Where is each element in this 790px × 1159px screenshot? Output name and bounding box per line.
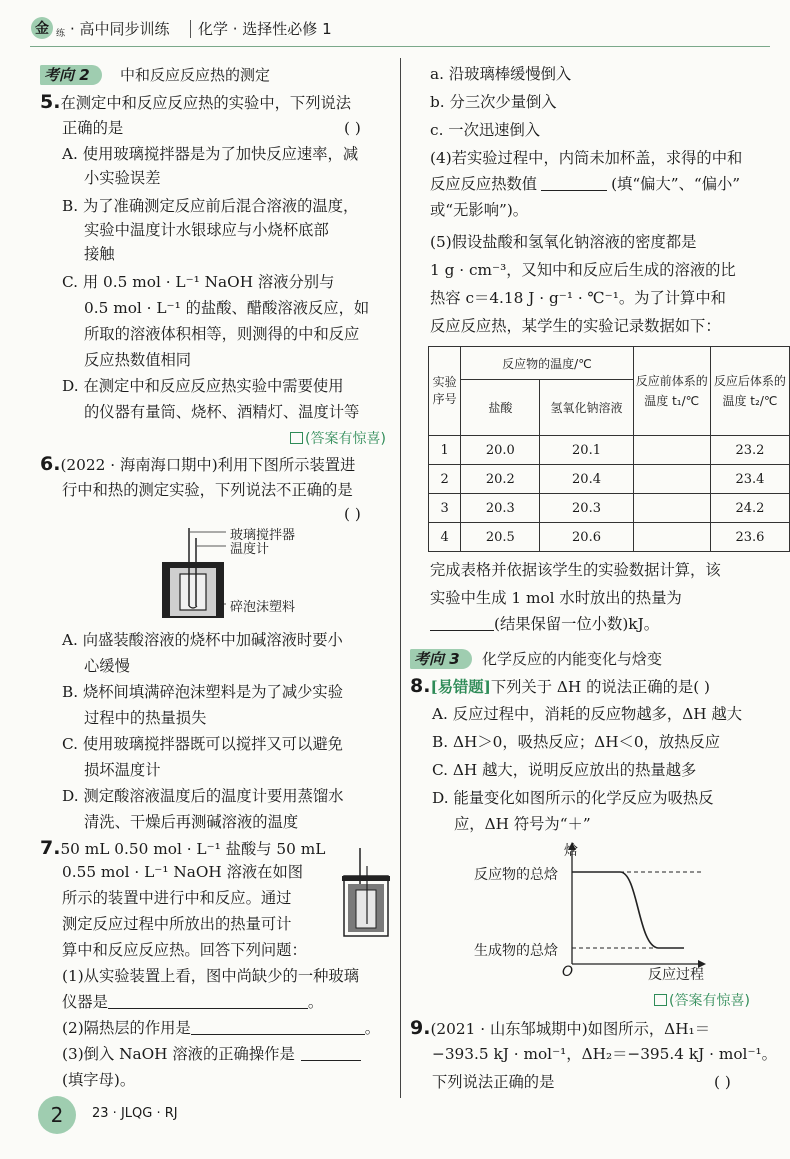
th-naoh: 氢氧化钠溶液 bbox=[540, 380, 633, 436]
column-divider bbox=[400, 58, 401, 1098]
q9-stem-2: −393.5 kJ · mol⁻¹，ΔH₂＝−395.4 kJ · mol⁻¹。 bbox=[432, 1045, 777, 1063]
q5-option-a-2: 小实验误差 bbox=[84, 169, 161, 187]
cell-hcl: 20.0 bbox=[461, 436, 540, 465]
cell-after: 24.2 bbox=[710, 494, 789, 523]
graph-product-label: 生成物的总焓 bbox=[474, 943, 558, 959]
cell-before-blank[interactable] bbox=[633, 523, 710, 552]
cell-after: 23.2 bbox=[710, 436, 789, 465]
q5-option-c-4: 反应热数值相同 bbox=[84, 351, 192, 369]
q5-option-b: B. 为了准确测定反应前后混合溶液的温度， bbox=[62, 197, 359, 215]
graph-origin-label: O bbox=[562, 964, 574, 980]
q6-option-d: D. 测定酸溶液温度后的温度计要用蒸馏水 bbox=[62, 787, 344, 805]
q6-option-a: A. 向盛装酸溶液的烧杯中加碱溶液时要小 bbox=[62, 631, 343, 649]
q8-option-d: D. 能量变化如图所示的化学反应为吸热反 bbox=[432, 789, 714, 807]
q7-part2-blank[interactable] bbox=[191, 1019, 365, 1035]
q7-part4-blank-line: 反应反应热数值 (填“偏大”、“偏小” bbox=[430, 175, 741, 193]
q6-option-a-2: 心缓慢 bbox=[84, 657, 130, 675]
page-header bbox=[30, 14, 770, 44]
q7-part5-2: 1 g · cm⁻³，又知中和反应后生成的溶液的比 bbox=[430, 261, 736, 279]
th-before-temp: 反应前体系的温度 t₁/℃ bbox=[633, 347, 710, 436]
q5-option-c-2: 0.5 mol · L⁻¹ 的盐酸、醋酸溶液反应，如 bbox=[84, 299, 370, 317]
q7-part4-end: 或“无影响”)。 bbox=[430, 201, 529, 219]
error-prone-tag: [易错题] bbox=[430, 678, 491, 696]
q7-stem-2: 0.55 mol · L⁻¹ NaOH 溶液在如图 bbox=[62, 863, 304, 881]
q7-part3-hint: (填字母)。 bbox=[62, 1071, 136, 1089]
q7-option-a: a. 沿玻璃棒缓慢倒入 bbox=[430, 65, 572, 83]
fig-label-stirrer: 玻璃搅拌器 bbox=[230, 528, 296, 543]
q8-option-d-2: 应，ΔH 符号为“＋” bbox=[454, 815, 591, 833]
q6-option-c-2: 损坏温度计 bbox=[84, 761, 161, 779]
fig-label-foam: 碎泡沫塑料 bbox=[230, 600, 296, 615]
q7-part2: (2)隔热层的作用是 。 bbox=[62, 1019, 381, 1037]
cell-naoh: 20.4 bbox=[540, 465, 633, 494]
q7-part6: 完成表格并依据该学生的实验数据计算，该 bbox=[430, 561, 721, 579]
q7-part6-blank-line: (结果保留一位小数)kJ。 bbox=[430, 614, 659, 634]
th-hcl: 盐酸 bbox=[461, 380, 540, 436]
graph-x-label: 反应过程 bbox=[648, 967, 704, 983]
q9-answer-paren: ( ) bbox=[714, 1073, 731, 1091]
q7-part1-blank-line: 仪器是 。 bbox=[62, 993, 324, 1011]
th-reactant-temp: 反应物的温度/℃ bbox=[461, 347, 633, 380]
cell-naoh: 20.3 bbox=[540, 494, 633, 523]
q7-part4-blank[interactable] bbox=[541, 175, 607, 191]
cell-no: 4 bbox=[429, 523, 461, 552]
cell-hcl: 20.2 bbox=[461, 465, 540, 494]
q8-stem: 8.[易错题]下列关于 ΔH 的说法正确的是( ) bbox=[410, 675, 711, 697]
q5-stem: 5.在测定中和反应反应热的实验中，下列说法 bbox=[40, 91, 352, 113]
q5-option-d-2: 的仪器有量筒、烧杯、酒精灯、温度计等 bbox=[84, 403, 360, 421]
q6-option-b: B. 烧杯间填满碎泡沫塑料是为了减少实验 bbox=[62, 683, 344, 701]
q8-option-b: B. ΔH＞0，吸热反应；ΔH＜0，放热反应 bbox=[432, 733, 721, 751]
cell-naoh: 20.6 bbox=[540, 523, 633, 552]
q5-option-d: D. 在测定中和反应反应热实验中需要使用 bbox=[62, 377, 344, 395]
brand-logo-icon bbox=[30, 16, 54, 40]
th-after-temp: 反应后体系的温度 t₂/℃ bbox=[710, 347, 789, 436]
q8-option-a: A. 反应过程中，消耗的反应物越多，ΔH 越大 bbox=[432, 705, 743, 723]
fig-label-thermometer: 温度计 bbox=[230, 542, 270, 557]
graph-reactant-label: 反应物的总焓 bbox=[474, 867, 558, 883]
q8-answer-note[interactable]: (答案有惊喜) bbox=[654, 990, 750, 1010]
q5-option-b-3: 接触 bbox=[84, 245, 115, 263]
header-separator bbox=[190, 20, 191, 38]
q7-part5: (5)假设盐酸和氢氧化钠溶液的密度都是 bbox=[430, 233, 697, 251]
q5-option-c-3: 所取的溶液体积相等，则测得的中和反应 bbox=[84, 325, 360, 343]
th-experiment-no: 实验序号 bbox=[429, 347, 461, 436]
q7-part4: (4)若实验过程中，内筒未加杯盖，求得的中和 bbox=[430, 149, 743, 167]
q6-answer-paren: ( ) bbox=[344, 505, 361, 523]
q9-stem-3: 下列说法正确的是 bbox=[432, 1073, 555, 1091]
svg-text:金: 金 bbox=[35, 21, 49, 37]
q7-data-table bbox=[428, 346, 790, 552]
q5-option-a: A. 使用玻璃搅拌器是为了加快反应速率，减 bbox=[62, 145, 359, 163]
cell-after: 23.4 bbox=[710, 465, 789, 494]
q8-option-c: C. ΔH 越大，说明反应放出的热量越多 bbox=[432, 761, 697, 779]
q5-option-c: C. 用 0.5 mol · L⁻¹ NaOH 溶液分别与 bbox=[62, 273, 335, 291]
table-row bbox=[429, 436, 790, 465]
cell-no: 2 bbox=[429, 465, 461, 494]
q7-part6-blank[interactable] bbox=[430, 615, 494, 631]
q6-stem-2: 行中和热的测定实验，下列说法不正确的是 bbox=[62, 481, 353, 499]
cell-no: 1 bbox=[429, 436, 461, 465]
brand-small: 练 bbox=[56, 29, 66, 39]
q7-stem-4: 测定反应过程中所放出的热量可计 bbox=[62, 915, 292, 933]
q6-stem: 6.(2022 · 海南海口期中)利用下图所示装置进 bbox=[40, 453, 356, 475]
table-row bbox=[429, 523, 790, 552]
q7-part5-3: 热容 c＝4.18 J · g⁻¹ · ℃⁻¹。为了计算中和 bbox=[430, 289, 726, 307]
q6-option-b-2: 过程中的热量损失 bbox=[84, 709, 207, 727]
header-rule bbox=[30, 46, 770, 47]
q7-option-c: c. 一次迅速倒入 bbox=[430, 121, 541, 139]
book-title: · 高中同步训练 bbox=[70, 20, 170, 38]
table-row bbox=[429, 494, 790, 523]
q5-option-b-2: 实验中温度计水银球应与小烧杯底部 bbox=[84, 221, 329, 239]
q7-part3: (3)倒入 NaOH 溶液的正确操作是 bbox=[62, 1044, 361, 1064]
q5-answer-note[interactable]: (答案有惊喜) bbox=[290, 428, 386, 448]
cell-no: 3 bbox=[429, 494, 461, 523]
q7-stem-5: 算中和反应反应热。回答下列问题： bbox=[62, 941, 307, 959]
book-code: 23 · JLQG · RJ bbox=[92, 1106, 178, 1121]
q7-part5-4: 反应反应热，某学生的实验记录数据如下： bbox=[430, 317, 721, 335]
q7-stem: 7.50 mL 0.50 mol · L⁻¹ 盐酸与 50 mL bbox=[40, 837, 326, 859]
cell-before-blank[interactable] bbox=[633, 494, 710, 523]
q7-part1-blank[interactable] bbox=[108, 993, 308, 1009]
page-number: 2 bbox=[38, 1096, 76, 1134]
gift-icon bbox=[654, 994, 667, 1006]
q5-answer-paren: ( ) bbox=[344, 119, 361, 137]
q7-stem-3: 所示的装置中进行中和反应。通过 bbox=[62, 889, 292, 907]
q7-part1: (1)从实验装置上看，图中尚缺少的一种玻璃 bbox=[62, 967, 360, 985]
subject-title: 化学 · 选择性必修 1 bbox=[198, 20, 332, 38]
q7-apparatus-figure bbox=[340, 846, 392, 940]
cell-hcl: 20.3 bbox=[461, 494, 540, 523]
q5-stem-2: 正确的是 bbox=[62, 119, 124, 137]
cell-before-blank[interactable] bbox=[633, 436, 710, 465]
q7-part6-2: 实验中生成 1 mol 水时放出的热量为 bbox=[430, 589, 682, 607]
q6-option-d-2: 清洗、干燥后再测碱溶液的温度 bbox=[84, 813, 299, 831]
q9-stem: 9.(2021 · 山东邹城期中)如图所示，ΔH₁＝ bbox=[410, 1017, 710, 1039]
q7-part3-blank[interactable] bbox=[301, 1045, 361, 1061]
cell-hcl: 20.5 bbox=[461, 523, 540, 552]
graph-y-label: 焓 bbox=[564, 843, 578, 859]
cell-before-blank[interactable] bbox=[633, 465, 710, 494]
q6-option-c: C. 使用玻璃搅拌器既可以搅拌又可以避免 bbox=[62, 735, 343, 753]
gift-icon bbox=[290, 432, 303, 444]
cell-after: 23.6 bbox=[710, 523, 789, 552]
q7-option-b: b. 分三次少量倒入 bbox=[430, 93, 557, 111]
table-row bbox=[429, 465, 790, 494]
cell-naoh: 20.1 bbox=[540, 436, 633, 465]
